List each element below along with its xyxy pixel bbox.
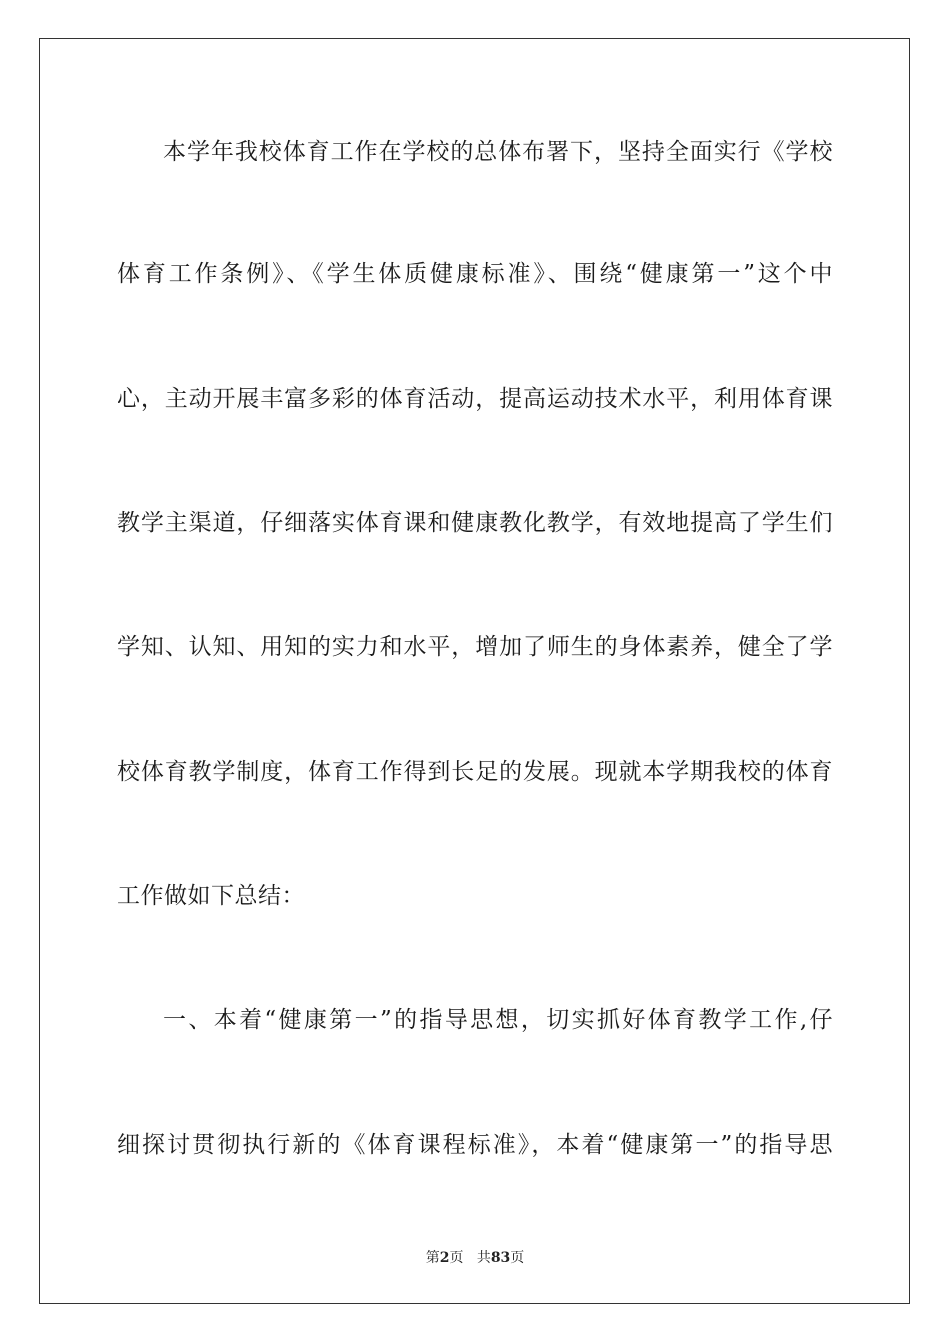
text-line: 学知、认知、用知的实力和水平，增加了师生的身体素养，健全了学 xyxy=(117,634,833,660)
footer-total-suffix: 页 xyxy=(510,1250,525,1266)
text-line: 本学年我校体育工作在学校的总体布署下，坚持全面实行《学校 xyxy=(163,139,833,165)
text-line: 教学主渠道，仔细落实体育课和健康教化教学，有效地提高了学生们 xyxy=(117,510,833,536)
page-border xyxy=(39,38,910,1304)
footer-page-suffix: 页 xyxy=(449,1250,464,1266)
text-line: 校体育教学制度，体育工作得到长足的发展。现就本学期我校的体育 xyxy=(117,759,833,785)
total-pages: 83 xyxy=(490,1250,511,1266)
footer-prefix: 第 xyxy=(425,1250,440,1266)
text-line: 体育工作条例》、《学生体质健康标准》、围绕“健康第一”这个中 xyxy=(117,261,833,287)
text-line: 心，主动开展丰富多彩的体育活动，提高运动技术水平，利用体育课 xyxy=(117,386,833,412)
text-line: 一、本着“健康第一”的指导思想，切实抓好体育教学工作,仔 xyxy=(163,1007,833,1033)
text-line: 工作做如下总结： xyxy=(117,883,305,909)
footer-total-prefix: 共 xyxy=(476,1250,491,1266)
text-line: 细探讨贯彻执行新的《体育课程标准》，本着“健康第一”的指导思 xyxy=(117,1132,833,1158)
page-footer xyxy=(0,1247,950,1267)
page-number: 2 xyxy=(439,1250,450,1266)
